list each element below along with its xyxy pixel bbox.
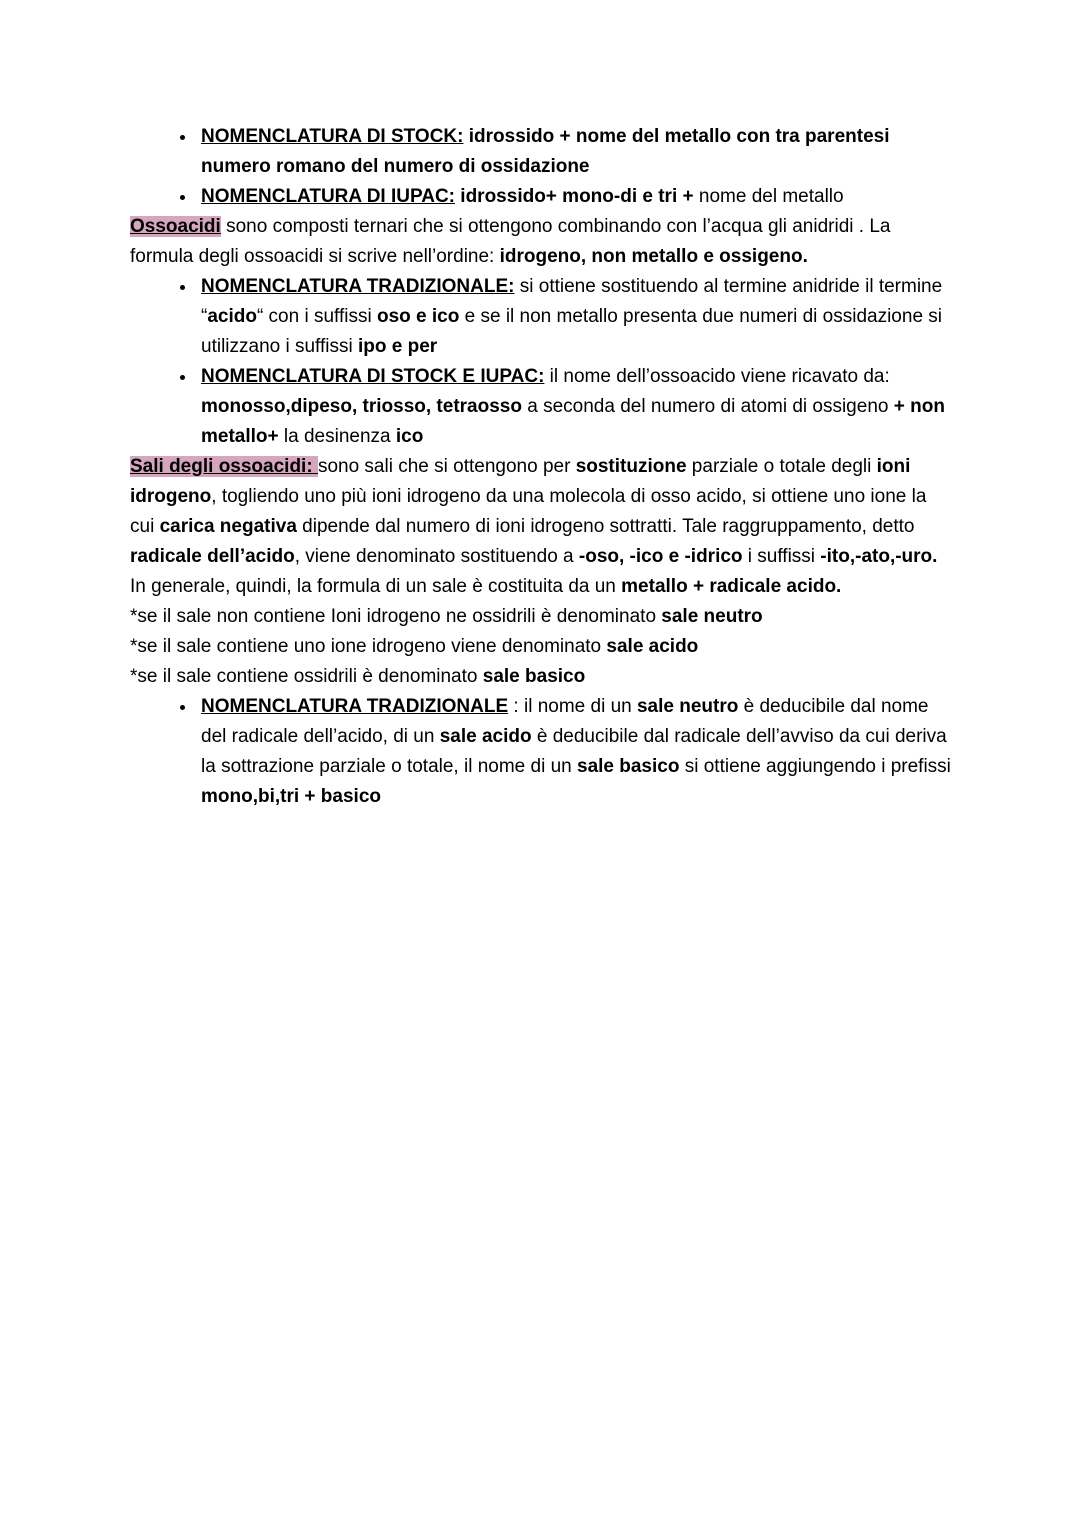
list-item-text: [201, 186, 844, 207]
list-item: [197, 362, 952, 452]
list-item-text: [201, 696, 951, 807]
text-segment: sale neutro: [636, 696, 739, 717]
bullet-list-idrossidi: [130, 122, 952, 212]
text-segment: NOMENCLATURA TRADIZIONALE: [201, 696, 509, 717]
text-segment: sale basico: [577, 756, 680, 777]
bullet-list-sali: [130, 692, 952, 812]
text-segment: ipo e per: [358, 336, 438, 357]
text-segment: parziale o totale degli: [686, 456, 877, 477]
text-segment: -oso, -ico e -idrico: [578, 546, 743, 567]
text-segment: sale neutro: [661, 606, 763, 627]
text-segment: oso e ico: [376, 306, 460, 327]
text-segment: monosso,dipeso, triosso, tetraosso: [201, 396, 522, 417]
list-item-text: [201, 276, 942, 357]
text-segment: è deducibile dal nome del radicale dell’acido, di un: [201, 696, 929, 747]
text-segment: dipende dal numero di ioni idrogeno sottratti. Tale raggruppamento, detto: [296, 516, 915, 537]
text-segment: ioni idrogeno: [130, 456, 911, 507]
bullet-list-ossoacidi: [130, 272, 952, 452]
text-segment: , togliendo uno più ioni idrogeno da una molecola di osso acido, si ottiene uno ione la cui: [130, 486, 927, 537]
text-segment: sono composti ternari che si ottengono combinando con l’acqua gli anidridi . La formula degli ossoacidi si scrive nell’ordine:: [130, 216, 891, 267]
text-segment: -ito,-ato,-uro.: [820, 546, 938, 567]
list-item-text: [201, 126, 890, 177]
text-segment: In generale, quindi, la formula di un sale è costituita da un: [130, 576, 622, 597]
text-segment: e se il non metallo presenta due numeri di ossidazione si utilizzano i suffissi: [201, 306, 943, 357]
text-segment: Sali degli ossoacidi:: [130, 456, 318, 477]
paragraph-ossoacidi: [130, 212, 952, 272]
text-segment: sostituzione: [575, 456, 687, 477]
text-segment: mono,bi,tri + basico: [201, 786, 381, 807]
text-segment: metallo + radicale acido.: [621, 576, 842, 597]
text-segment: ico: [395, 426, 424, 447]
list-item: [197, 692, 952, 812]
text-segment: *se il sale contiene uno ione idrogeno viene denominato: [130, 636, 607, 657]
list-item-text: [201, 366, 945, 447]
text-segment: a seconda del numero di atomi di ossigeno: [521, 396, 894, 417]
list-item: [197, 122, 952, 182]
paragraph-sali-ossoacidi: [130, 452, 952, 572]
text-segment: nome del metallo: [698, 186, 844, 207]
text-segment: + non metallo+: [201, 396, 945, 447]
text-segment: la desinenza: [278, 426, 396, 447]
text-segment: idrogeno, non metallo e ossigeno.: [499, 246, 808, 267]
paragraph-formula-generale: [130, 572, 952, 602]
text-segment: NOMENCLATURA DI STOCK:: [201, 126, 464, 147]
note-sale-neutro: [130, 602, 952, 632]
text-segment: idrossido+ mono-di e tri +: [455, 186, 699, 207]
text-segment: i suffissi: [742, 546, 821, 567]
list-item: [197, 272, 952, 362]
text-segment: il nome dell’ossoacido viene ricavato da:: [544, 366, 890, 387]
list-item: [197, 182, 952, 212]
text-segment: NOMENCLATURA DI IUPAC:: [201, 186, 456, 207]
text-segment: “ con i suffissi: [256, 306, 377, 327]
text-segment: acido: [207, 306, 257, 327]
text-segment: sono sali che si ottengono per: [317, 456, 576, 477]
text-segment: *se il sale contiene ossidrili è denominato: [130, 666, 483, 687]
text-segment: sale basico: [482, 666, 586, 687]
text-segment: si ottiene aggiungendo i prefissi: [679, 756, 951, 777]
text-segment: carica negativa: [159, 516, 297, 537]
text-segment: *se il sale non contiene Ioni idrogeno ne ossidrili è denominato: [130, 606, 662, 627]
text-segment: idrossido + nome del metallo con tra parentesi numero romano del numero di ossidazione: [201, 126, 890, 177]
text-segment: NOMENCLATURA DI STOCK E IUPAC:: [201, 366, 545, 387]
text-segment: si ottiene sostituendo al termine anidride il termine “: [201, 276, 943, 327]
text-segment: : il nome di un: [508, 696, 637, 717]
text-segment: è deducibile dal radicale dell’avviso da cui deriva la sottrazione parziale o totale, il nome di un: [201, 726, 947, 777]
text-segment: Ossoacidi: [130, 216, 221, 237]
text-segment: radicale dell’acido: [130, 546, 295, 567]
note-sale-acido: [130, 632, 952, 662]
note-sale-basico: [130, 662, 952, 692]
text-segment: sale acido: [606, 636, 699, 657]
text-segment: sale acido: [439, 726, 532, 747]
text-segment: NOMENCLATURA TRADIZIONALE:: [201, 276, 515, 297]
text-segment: , viene denominato sostituendo a: [294, 546, 579, 567]
